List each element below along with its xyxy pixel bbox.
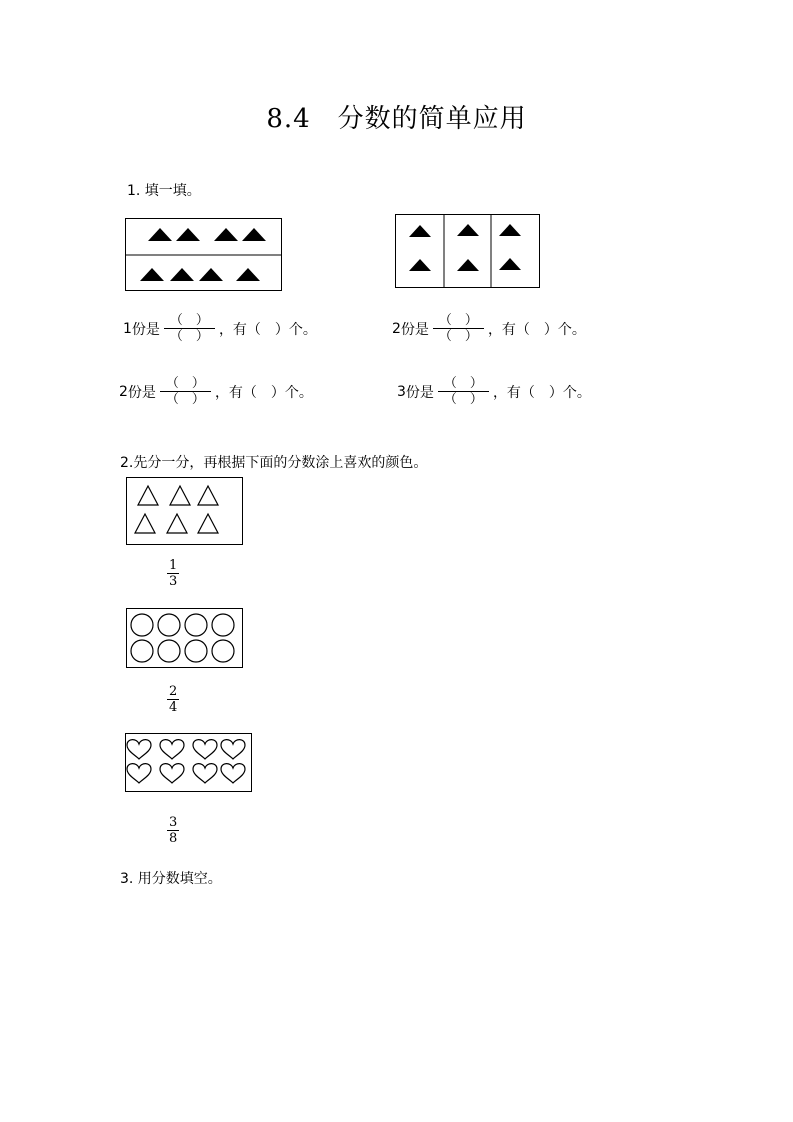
heart-icon — [193, 764, 217, 783]
heart-icon — [127, 740, 151, 759]
denominator: 4 — [169, 700, 178, 715]
triangle-icon — [499, 224, 521, 236]
fraction-blank[interactable] — [164, 313, 215, 344]
line-suffix: ，有（ ）个。 — [214, 384, 313, 401]
circle-icon — [185, 614, 207, 636]
denominator: 3 — [169, 574, 178, 589]
triangle-outline-icon — [198, 514, 218, 533]
denominator-blank[interactable]: （ ） — [165, 392, 205, 407]
fraction-blank[interactable] — [160, 376, 211, 407]
heart-icon — [221, 764, 245, 783]
question-2-heading: 2.先分一分，再根据下面的分数涂上喜欢的颜色。 — [120, 455, 428, 471]
triangle-icon — [409, 259, 431, 271]
triangle-icon — [170, 268, 194, 281]
fraction-three-eighths — [167, 815, 179, 846]
line-suffix: ，有（ ）个。 — [218, 321, 317, 338]
heart-icon — [221, 740, 245, 759]
question-3-heading: 3. 用分数填空。 — [120, 871, 222, 887]
triangle-icon — [140, 268, 164, 281]
triangle-icon — [457, 224, 479, 236]
numerator: 1 — [169, 558, 178, 573]
triangle-outline-icon — [138, 486, 158, 505]
heart-icon — [193, 740, 217, 759]
numerator-blank[interactable]: （ ） — [164, 313, 215, 329]
triangle-icon — [214, 228, 238, 241]
heart-icon — [160, 764, 184, 783]
circle-icon — [212, 640, 234, 662]
outline-triangles-figure — [127, 478, 242, 544]
denominator: 8 — [169, 831, 178, 846]
triangle-outline-icon — [135, 514, 155, 533]
heart-icon — [127, 764, 151, 783]
hearts-figure — [126, 734, 251, 791]
question-1-heading: 1. 填一填。 — [127, 183, 201, 199]
filled-triangles-figure — [396, 215, 539, 287]
line-prefix: 份是 — [127, 384, 156, 401]
line-suffix: ，有（ ）个。 — [492, 384, 591, 401]
numerator: 3 — [169, 815, 178, 830]
triangle-icon — [236, 268, 260, 281]
filled-triangles-figure — [126, 219, 281, 290]
circle-icon — [212, 614, 234, 636]
fill-line-2 — [392, 313, 586, 344]
fill-line-3 — [119, 376, 313, 407]
circles-box[interactable] — [126, 608, 243, 668]
numerator-blank[interactable]: （ ） — [160, 376, 211, 392]
numerator-blank[interactable]: （ ） — [438, 376, 489, 392]
fill-line-4 — [397, 376, 591, 407]
circle-icon — [158, 640, 180, 662]
triangle-box-three-columns — [395, 214, 540, 288]
numerator: 2 — [169, 684, 178, 699]
line-number: 2 — [392, 320, 401, 337]
outline-triangles-box[interactable] — [126, 477, 243, 545]
circle-icon — [158, 614, 180, 636]
circle-icon — [185, 640, 207, 662]
triangle-outline-icon — [198, 486, 218, 505]
triangle-icon — [176, 228, 200, 241]
line-number: 3 — [397, 383, 406, 400]
fraction-one-third — [167, 558, 179, 589]
triangle-icon — [148, 228, 172, 241]
fill-line-1 — [123, 313, 317, 344]
line-prefix: 份是 — [400, 321, 429, 338]
triangle-outline-icon — [170, 486, 190, 505]
triangle-outline-icon — [167, 514, 187, 533]
circle-icon — [131, 614, 153, 636]
circle-icon — [131, 640, 153, 662]
line-prefix: 份是 — [131, 321, 160, 338]
triangle-icon — [457, 259, 479, 271]
denominator-blank[interactable]: （ ） — [443, 392, 483, 407]
triangle-box-two-rows — [125, 218, 282, 291]
fraction-two-fourths — [167, 684, 179, 715]
numerator-blank[interactable]: （ ） — [433, 313, 484, 329]
triangle-icon — [409, 225, 431, 237]
denominator-blank[interactable]: （ ） — [169, 329, 209, 344]
denominator-blank[interactable]: （ ） — [438, 329, 478, 344]
fraction-blank[interactable] — [433, 313, 484, 344]
heart-icon — [160, 740, 184, 759]
page-title: 8.4 分数的简单应用 — [266, 104, 527, 134]
line-number: 2 — [119, 383, 128, 400]
fraction-blank[interactable] — [438, 376, 489, 407]
line-number: 1 — [123, 320, 132, 337]
line-suffix: ，有（ ）个。 — [487, 321, 586, 338]
triangle-icon — [499, 258, 521, 270]
hearts-box[interactable] — [125, 733, 252, 792]
triangle-icon — [242, 228, 266, 241]
line-prefix: 份是 — [405, 384, 434, 401]
circles-figure — [127, 609, 242, 667]
triangle-icon — [199, 268, 223, 281]
